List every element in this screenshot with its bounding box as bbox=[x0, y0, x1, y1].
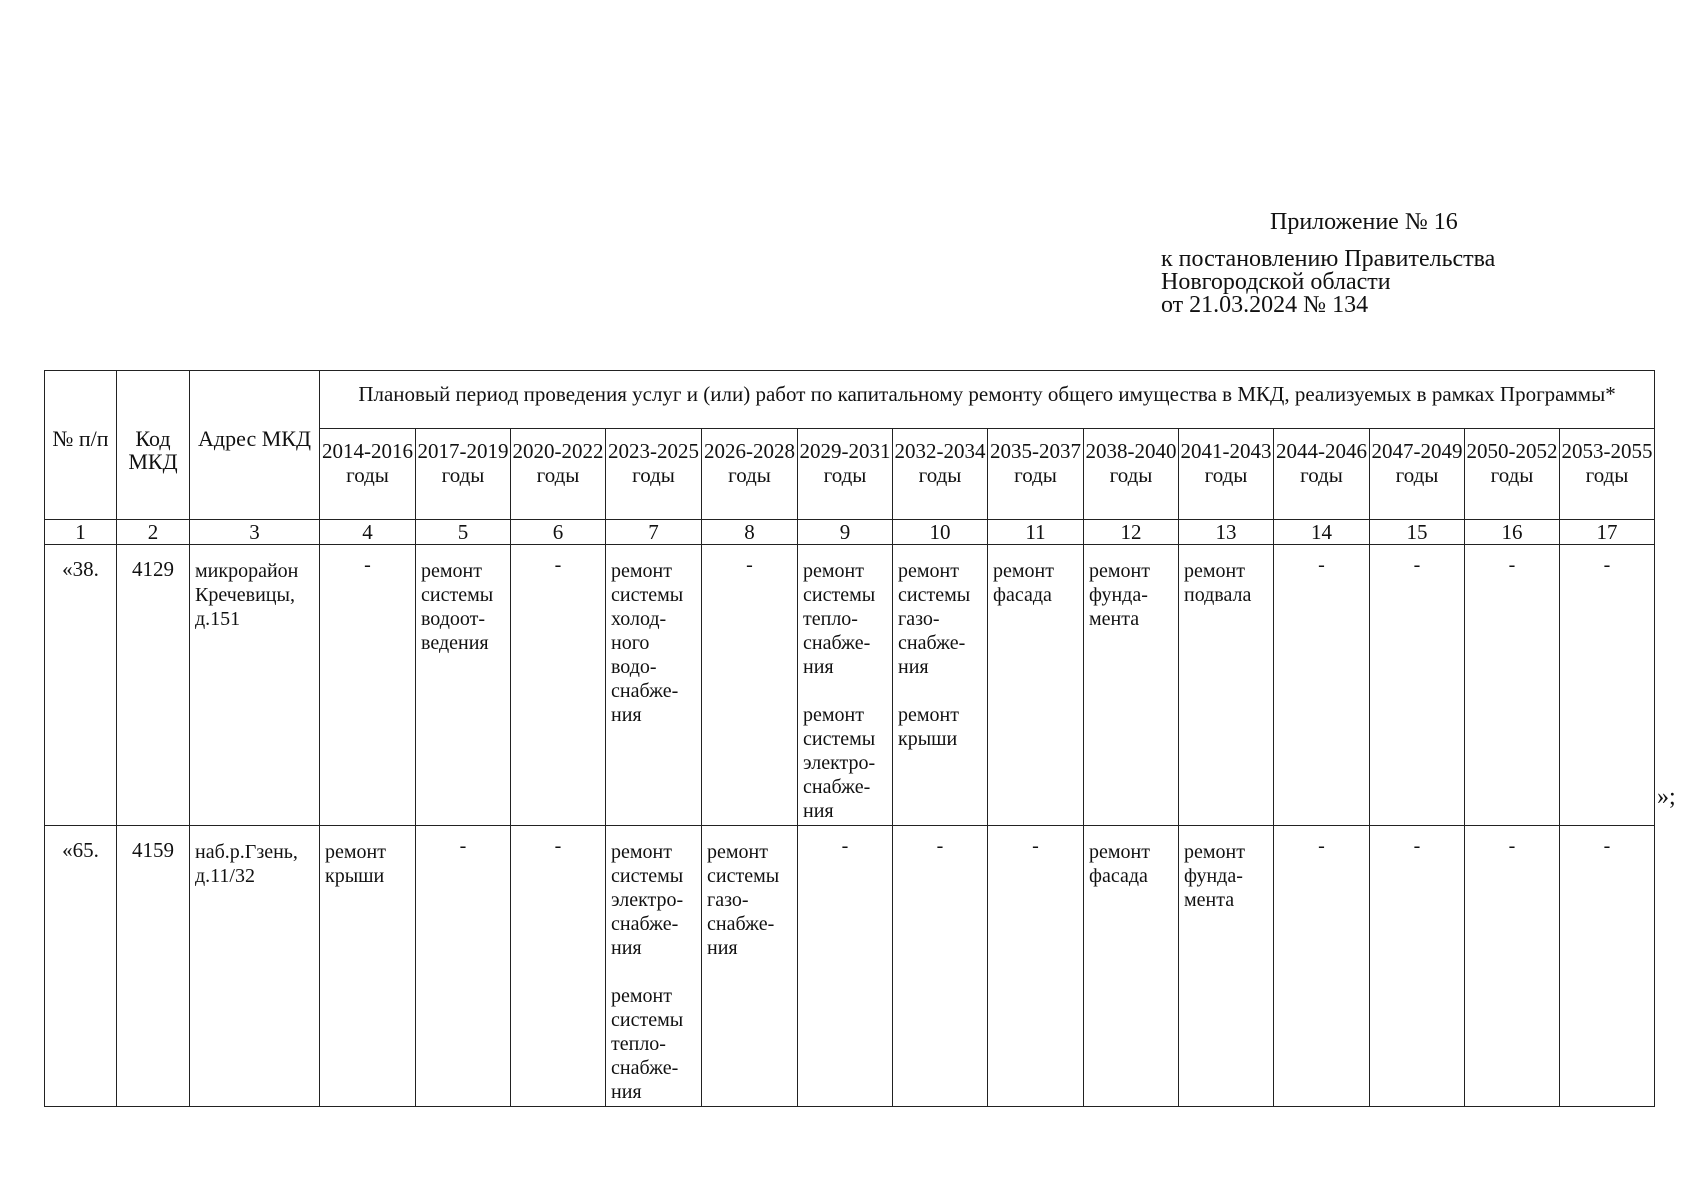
column-number: 4 bbox=[320, 520, 416, 545]
empty-period-cell: - bbox=[1560, 545, 1655, 826]
period-header: 2044-2046 годы bbox=[1274, 429, 1370, 520]
work-cell bbox=[702, 826, 798, 1107]
column-number: 17 bbox=[1560, 520, 1655, 545]
period-header: 2020-2022 годы bbox=[511, 429, 606, 520]
empty-period-cell: - bbox=[1274, 826, 1370, 1107]
work-item: ремонт системы газо-снабже-ния bbox=[898, 560, 971, 678]
mkd-address: микрорайон Кречевицы, д.151 bbox=[190, 545, 320, 826]
empty-period-cell: - bbox=[1465, 826, 1560, 1107]
period-header: 2038-2040 годы bbox=[1084, 429, 1179, 520]
table-body bbox=[45, 545, 1655, 1107]
empty-period-cell: - bbox=[511, 545, 606, 826]
period-header: 2050-2052 годы bbox=[1465, 429, 1560, 520]
column-number: 2 bbox=[117, 520, 190, 545]
work-cell bbox=[1179, 826, 1274, 1107]
column-number: 7 bbox=[606, 520, 702, 545]
mkd-code: 4159 bbox=[117, 826, 190, 1107]
work-item: ремонт системы холод-ного водо-снабже-ния bbox=[611, 560, 684, 726]
header-address: Адрес МКД bbox=[190, 371, 320, 520]
column-number: 11 bbox=[988, 520, 1084, 545]
empty-period-cell: - bbox=[416, 826, 511, 1107]
work-cell bbox=[320, 826, 416, 1107]
work-item: ремонт фасада bbox=[1089, 841, 1150, 887]
empty-period-cell: - bbox=[988, 826, 1084, 1107]
work-item: ремонт подвала bbox=[1184, 560, 1252, 606]
column-number: 10 bbox=[893, 520, 988, 545]
column-number-row bbox=[45, 520, 1655, 545]
work-cell bbox=[606, 545, 702, 826]
empty-period-cell: - bbox=[1370, 545, 1465, 826]
table-row bbox=[45, 545, 1655, 826]
column-number: 13 bbox=[1179, 520, 1274, 545]
header-code: Код МКД bbox=[117, 371, 190, 520]
column-number: 9 bbox=[798, 520, 893, 545]
work-cell bbox=[1084, 826, 1179, 1107]
work-cell bbox=[893, 545, 988, 826]
work-item: ремонт системы электро-снабже-ния bbox=[803, 704, 876, 822]
column-number: 8 bbox=[702, 520, 798, 545]
capital-repair-plan-table bbox=[44, 370, 1655, 1107]
work-cell bbox=[606, 826, 702, 1107]
mkd-code: 4129 bbox=[117, 545, 190, 826]
work-item: ремонт системы водоот-ведения bbox=[421, 560, 494, 654]
period-header: 2047-2049 годы bbox=[1370, 429, 1465, 520]
work-item: ремонт системы электро-снабже-ния bbox=[611, 841, 684, 959]
resolution-line-3: от 21.03.2024 № 134 bbox=[1161, 292, 1369, 318]
empty-period-cell: - bbox=[798, 826, 893, 1107]
row-number: «65. bbox=[45, 826, 117, 1107]
empty-period-cell: - bbox=[320, 545, 416, 826]
column-number: 6 bbox=[511, 520, 606, 545]
work-cell bbox=[1179, 545, 1274, 826]
header-planned-period: Плановый период проведения услуг и (или) работ по капитальному ремонту общего имущества в МКД, реализуемых в рамках Программы* bbox=[320, 371, 1655, 429]
period-header: 2032-2034 годы bbox=[893, 429, 988, 520]
period-header: 2035-2037 годы bbox=[988, 429, 1084, 520]
appendix-title: Приложение № 16 bbox=[1270, 209, 1458, 235]
column-number: 12 bbox=[1084, 520, 1179, 545]
work-item: ремонт фасада bbox=[993, 560, 1054, 606]
work-item: ремонт фунда-мента bbox=[1184, 841, 1245, 911]
work-item: ремонт фунда-мента bbox=[1089, 560, 1150, 630]
resolution-line-2: Новгородской области bbox=[1161, 269, 1391, 295]
empty-period-cell: - bbox=[893, 826, 988, 1107]
row-number: «38. bbox=[45, 545, 117, 826]
closing-quote-mark: »; bbox=[1657, 784, 1676, 810]
empty-period-cell: - bbox=[1560, 826, 1655, 1107]
period-header: 2014-2016 годы bbox=[320, 429, 416, 520]
column-number: 3 bbox=[190, 520, 320, 545]
column-number: 1 bbox=[45, 520, 117, 545]
resolution-line-1: к постановлению Правительства bbox=[1161, 246, 1496, 272]
column-number: 14 bbox=[1274, 520, 1370, 545]
work-item: ремонт крыши bbox=[325, 841, 386, 887]
empty-period-cell: - bbox=[1370, 826, 1465, 1107]
column-number: 15 bbox=[1370, 520, 1465, 545]
work-cell bbox=[798, 545, 893, 826]
empty-period-cell: - bbox=[1274, 545, 1370, 826]
period-header: 2041-2043 годы bbox=[1179, 429, 1274, 520]
period-header: 2017-2019 годы bbox=[416, 429, 511, 520]
work-cell bbox=[988, 545, 1084, 826]
work-item: ремонт крыши bbox=[898, 704, 959, 750]
empty-period-cell: - bbox=[511, 826, 606, 1107]
mkd-address: наб.р.Гзень, д.11/32 bbox=[190, 826, 320, 1107]
work-cell bbox=[416, 545, 511, 826]
period-header: 2029-2031 годы bbox=[798, 429, 893, 520]
period-header: 2053-2055 годы bbox=[1560, 429, 1655, 520]
work-item: ремонт системы тепло-снабже-ния bbox=[803, 560, 876, 678]
table-row bbox=[45, 826, 1655, 1107]
column-number: 16 bbox=[1465, 520, 1560, 545]
header-num: № п/п bbox=[45, 371, 117, 520]
work-item: ремонт системы тепло-снабже-ния bbox=[611, 985, 684, 1103]
period-header: 2026-2028 годы bbox=[702, 429, 798, 520]
period-header: 2023-2025 годы bbox=[606, 429, 702, 520]
empty-period-cell: - bbox=[702, 545, 798, 826]
work-cell bbox=[1084, 545, 1179, 826]
column-number: 5 bbox=[416, 520, 511, 545]
empty-period-cell: - bbox=[1465, 545, 1560, 826]
work-item: ремонт системы газо-снабже-ния bbox=[707, 841, 780, 959]
